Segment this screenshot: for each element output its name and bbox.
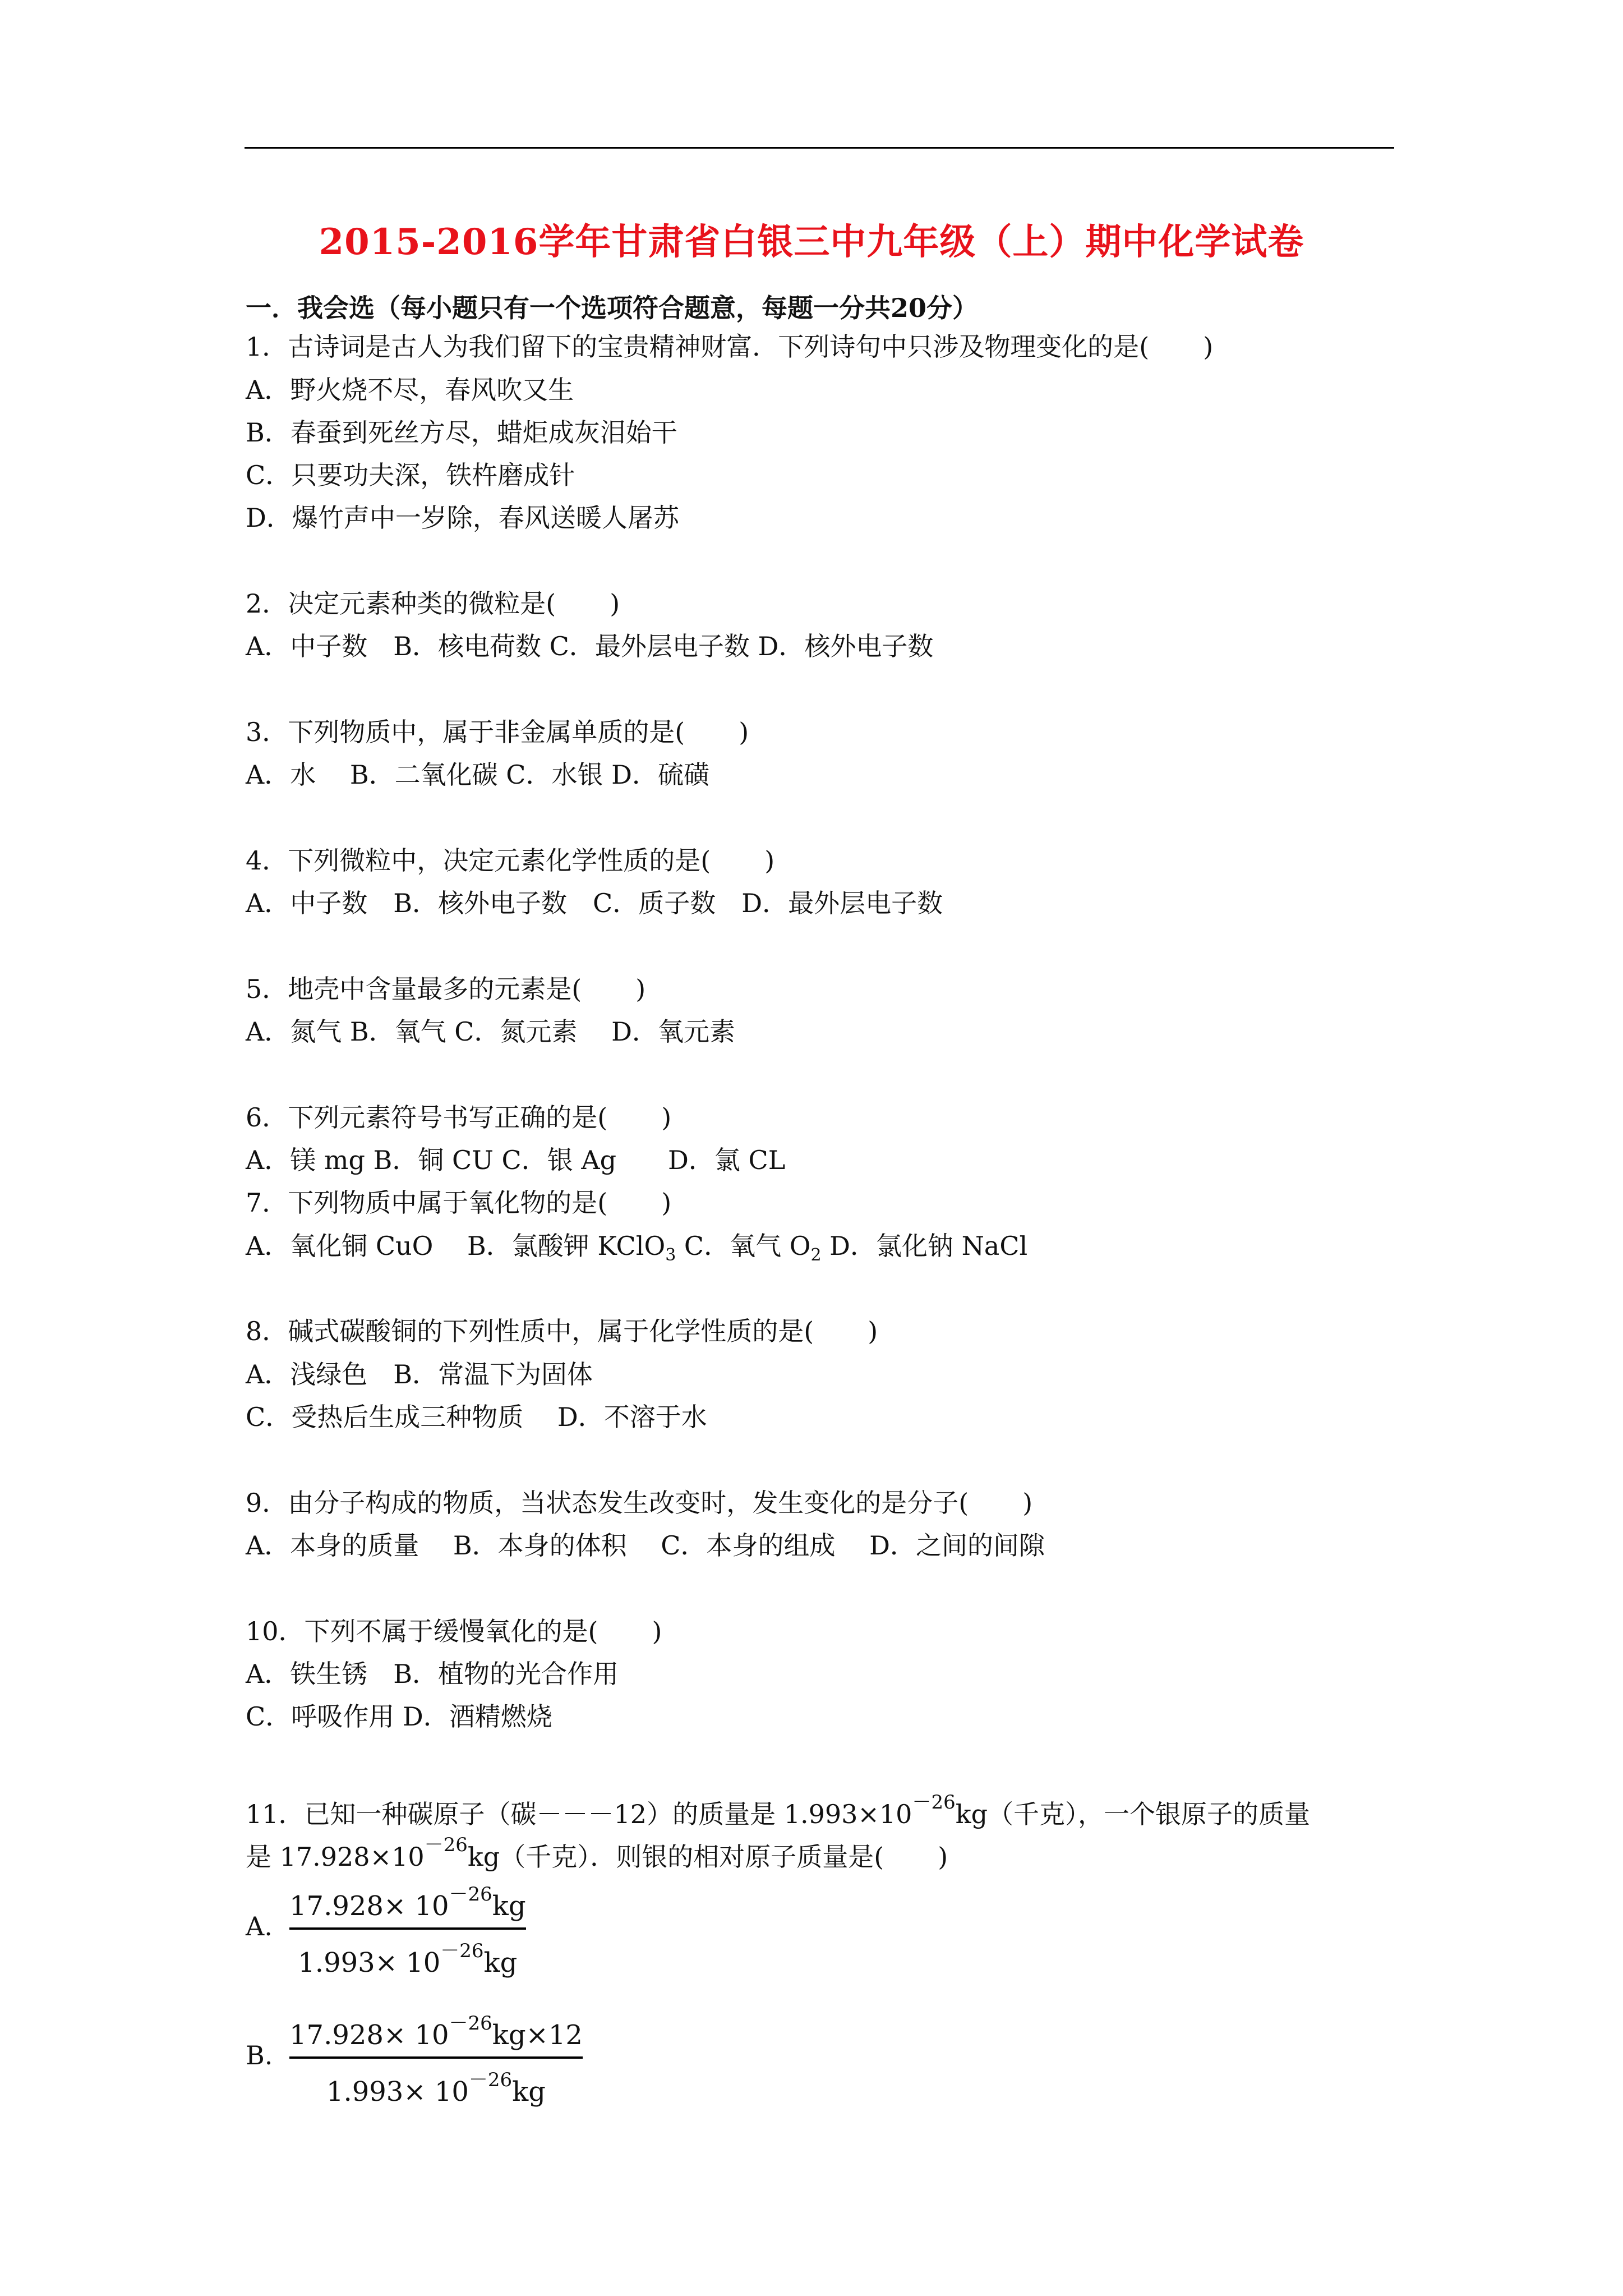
fraction bbox=[289, 2005, 583, 2110]
question-text: 11．已知一种碳原子（碳－－－12）的质量是 1.993×10 bbox=[246, 1799, 912, 1829]
question-2 bbox=[246, 588, 620, 619]
question-4 bbox=[246, 845, 774, 876]
question-5 bbox=[246, 973, 645, 1005]
question-text: 4．下列微粒中，决定元素化学性质的是( bbox=[246, 845, 711, 876]
question-text: 6．下列元素符号书写正确的是( bbox=[246, 1102, 608, 1133]
exponent: －26 bbox=[424, 1834, 468, 1856]
options-line bbox=[246, 1230, 1027, 1271]
question-text: kg（千克），一个银原子的质量 bbox=[955, 1799, 1311, 1829]
options-line: A．氮气 B．氧气 C．氮元素 D．氧元素 bbox=[246, 1016, 735, 1047]
question-text: 2．决定元素种类的微粒是( bbox=[246, 588, 556, 619]
subscript: 2 bbox=[810, 1245, 822, 1266]
header-rule bbox=[245, 147, 1394, 149]
answer-paren: ) bbox=[1022, 1488, 1033, 1518]
options-line: A．镁 mg B．铜 CU C．银 Ag D．氯 CL bbox=[246, 1145, 786, 1175]
question-1 bbox=[246, 331, 1213, 362]
question-3 bbox=[246, 716, 749, 748]
option-c: C．氧气 O bbox=[684, 1231, 811, 1261]
answer-paren: ) bbox=[764, 845, 775, 876]
question-10 bbox=[246, 1616, 662, 1647]
question-text: 3．下列物质中，属于非金属单质的是( bbox=[246, 717, 685, 747]
question-text: 8．碱式碳酸铜的下列性质中，属于化学性质的是( bbox=[246, 1316, 814, 1346]
answer-paren: ) bbox=[652, 1616, 662, 1646]
answer-paren: ) bbox=[938, 1842, 948, 1872]
fraction bbox=[289, 1876, 526, 1981]
answer-paren: ) bbox=[1203, 332, 1214, 362]
question-8 bbox=[246, 1315, 878, 1347]
denominator: $1.993\times 10^{-26}kg$ bbox=[298, 1940, 518, 1978]
subscript: 3 bbox=[665, 1245, 676, 1266]
exponent: －26 bbox=[912, 1791, 956, 1814]
answer-paren: ) bbox=[739, 717, 749, 747]
options-line: A．浅绿色 B．常温下为固体 bbox=[246, 1359, 593, 1389]
question-text: 7．下列物质中属于氧化物的是( bbox=[246, 1188, 608, 1218]
question-11 bbox=[246, 1787, 1310, 1830]
option-b: B．春蚕到死丝方尽，蜡炬成灰泪始干 bbox=[246, 417, 677, 448]
question-11-cont bbox=[246, 1829, 948, 1872]
option-label: A. bbox=[246, 1911, 273, 1941]
question-7 bbox=[246, 1187, 671, 1218]
denominator: $1.993\times 10^{-26}kg$ bbox=[326, 2069, 546, 2108]
numerator: $17.928\times 10^{-26}kg\times 12$ bbox=[289, 2012, 583, 2051]
question-text: 9．由分子构成的物质，当状态发生改变时，发生变化的是分子( bbox=[246, 1488, 969, 1518]
answer-paren: ) bbox=[661, 1102, 672, 1133]
options-line: A．本身的质量 B．本身的体积 C．本身的组成 D．之间的间隙 bbox=[246, 1530, 1045, 1561]
option-c: C．只要功夫深，铁杵磨成针 bbox=[246, 460, 575, 490]
question-9 bbox=[246, 1487, 1032, 1519]
question-text: kg（千克）．则银的相对原子质量是( bbox=[467, 1842, 884, 1872]
option-ab: A．氧化铜 CuO B．氯酸钾 KClO bbox=[246, 1231, 666, 1261]
options-line: C．受热后生成三种物质 D．不溶于水 bbox=[246, 1402, 707, 1432]
options-line: A．水 B．二氧化碳 C．水银 D．硫磺 bbox=[246, 760, 709, 790]
options-line: A．中子数 B．核电荷数 C．最外层电子数 D．核外电子数 bbox=[246, 631, 934, 661]
question-text: 是 17.928×10 bbox=[246, 1842, 425, 1872]
section-heading: 一．我会选（每小题只有一个选项符合题意，每题一分共20分） bbox=[246, 293, 979, 323]
options-line: A．铁生锈 B．植物的光合作用 bbox=[246, 1659, 619, 1689]
options-line: C．呼吸作用 D．酒精燃烧 bbox=[246, 1701, 552, 1732]
option-d: D．氯化钠 NaCl bbox=[829, 1231, 1028, 1261]
question-text: 5．地壳中含量最多的元素是( bbox=[246, 974, 582, 1004]
answer-paren: ) bbox=[610, 588, 620, 619]
numerator: $17.928\times 10^{-26}kg$ bbox=[289, 1883, 526, 1922]
options-line: A．中子数 B．核外电子数 C．质子数 D．最外层电子数 bbox=[246, 888, 943, 918]
question-text: 10．下列不属于缓慢氧化的是( bbox=[246, 1616, 598, 1646]
option-d: D．爆竹声中一岁除，春风送暖人屠苏 bbox=[246, 503, 679, 533]
page-title: 2015-2016学年甘肃省白银三中九年级（上）期中化学试卷 bbox=[319, 221, 1304, 263]
answer-paren: ) bbox=[661, 1188, 672, 1218]
answer-paren: ) bbox=[635, 974, 646, 1004]
option-label: B. bbox=[246, 2040, 273, 2070]
question-6 bbox=[246, 1102, 671, 1133]
fraction-bar bbox=[289, 1927, 526, 1930]
question-text: 1．古诗词是古人为我们留下的宝贵精神财富．下列诗句中只涉及物理变化的是( bbox=[246, 332, 1150, 362]
fraction-bar bbox=[289, 2056, 583, 2059]
option-a: A．野火烧不尽，春风吹又生 bbox=[246, 375, 574, 405]
answer-paren: ) bbox=[868, 1316, 878, 1346]
